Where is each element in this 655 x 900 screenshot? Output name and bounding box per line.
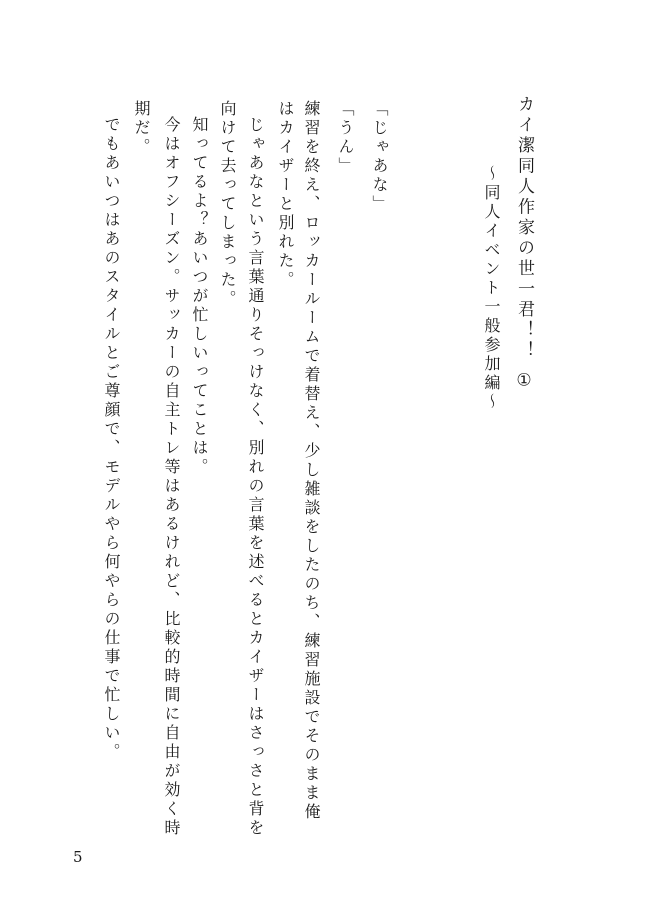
page-number: 5	[73, 848, 83, 866]
story-subtitle: 〜同人イベント一般参加編〜	[482, 165, 501, 412]
text-line-1: 「じゃあな」	[370, 100, 389, 214]
text-line-8: 今はオフシーズン。サッカーの自主トレ等はあるけれど、比較的時間に自由が効く時	[162, 116, 181, 838]
text-line-3: 練習を終え、ロッカールームで着替え、少し雑談をしたのち、練習施設でそのまま俺	[302, 100, 321, 822]
text-line-6: 向けて去ってしまった。	[218, 100, 237, 309]
text-line-9: 期だ。	[132, 100, 151, 157]
story-title: カイ潔同人作家の世一君！！ ①	[514, 95, 534, 394]
text-line-2: 「うん」	[336, 100, 355, 176]
text-line-4: はカイザーと別れた。	[276, 100, 295, 290]
text-line-10: でもあいつはあのスタイルとご尊顔で、モデルやら何やらの仕事で忙しい。	[102, 116, 121, 762]
text-line-7: 知ってるよ？あいつが忙しいってことは。	[190, 116, 209, 477]
text-line-5: じゃあなという言葉通りそっけなく、別れの言葉を述べるとカイザーはさっさと背を	[246, 116, 265, 838]
